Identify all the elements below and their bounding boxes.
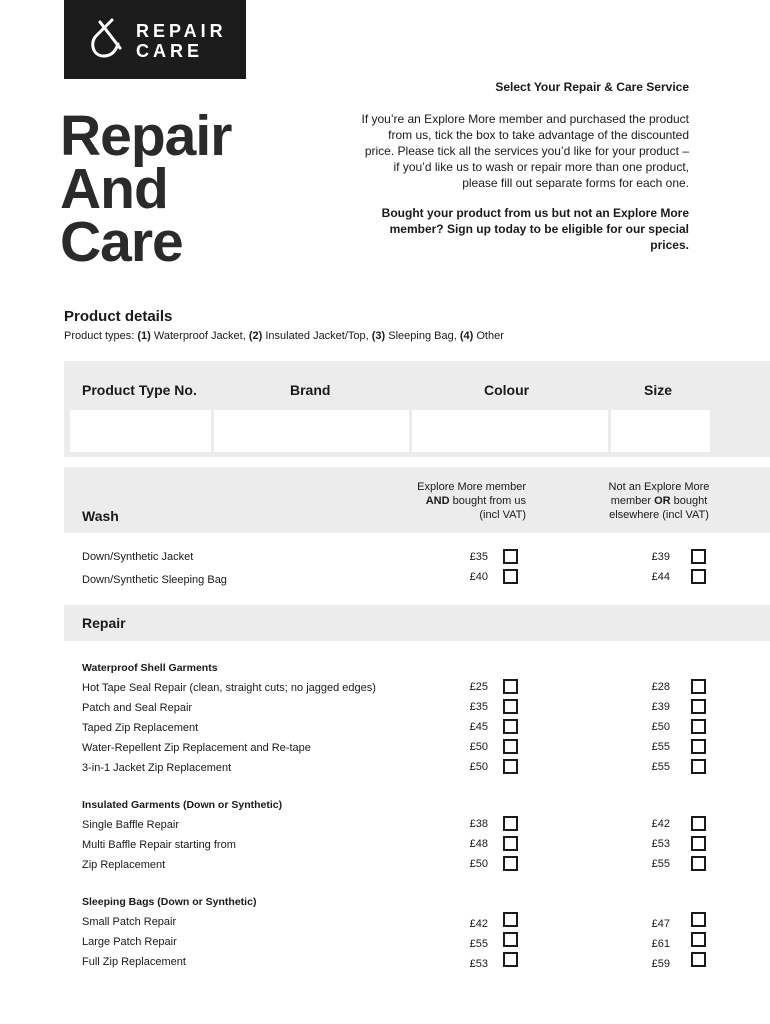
repair-item-label: Taped Zip Replacement — [82, 722, 199, 734]
member-price: £35 — [469, 551, 488, 563]
repair-item-label: Full Zip Replacement — [82, 956, 186, 968]
member-price: £38 — [469, 818, 488, 830]
product-types-line — [64, 330, 504, 342]
member-checkbox[interactable] — [503, 912, 518, 927]
page-title — [60, 104, 232, 274]
logo-line-1: REPAIR — [136, 21, 227, 41]
product-type-name: Sleeping Bag, — [385, 330, 460, 342]
member-price: £55 — [469, 938, 488, 950]
member-header-text: bought from us — [449, 495, 526, 507]
product-type-name: Waterproof Jacket, — [150, 330, 249, 342]
size-label: Size — [644, 382, 673, 398]
ampersand-logo-icon — [88, 16, 128, 64]
non-member-checkbox[interactable] — [691, 569, 706, 584]
member-header-line: Explore More member — [417, 481, 526, 493]
member-checkbox[interactable] — [503, 719, 518, 734]
non-member-checkbox[interactable] — [691, 699, 706, 714]
logo-text — [136, 21, 227, 61]
non-member-price: £55 — [651, 761, 670, 773]
member-header-line: (incl VAT) — [479, 509, 526, 521]
member-checkbox[interactable] — [503, 952, 518, 967]
repair-item-label: Multi Baffle Repair starting from — [82, 839, 236, 851]
member-checkbox[interactable] — [503, 699, 518, 714]
member-price: £50 — [469, 761, 488, 773]
member-price: £53 — [469, 958, 488, 970]
non-member-price: £42 — [651, 818, 670, 830]
colour-field[interactable] — [412, 410, 608, 452]
non-member-header-line: elsewhere (incl VAT) — [609, 509, 709, 521]
non-member-header-text: member — [610, 495, 655, 507]
member-checkbox[interactable] — [503, 836, 518, 851]
non-member-price: £53 — [651, 838, 670, 850]
non-member-checkbox[interactable] — [691, 759, 706, 774]
non-member-checkbox[interactable] — [691, 549, 706, 564]
non-member-header-text: bought — [670, 495, 708, 507]
member-checkbox[interactable] — [503, 932, 518, 947]
member-header-line — [382, 494, 526, 508]
product-type-name: Other — [473, 330, 504, 342]
wash-header — [64, 467, 770, 533]
product-details-title: Product details — [64, 308, 173, 325]
product-type-num: (3) — [371, 330, 386, 342]
member-price: £42 — [469, 918, 488, 930]
product-type-num: (4) — [459, 330, 474, 342]
repair-title: Repair — [82, 615, 126, 631]
non-member-price: £50 — [651, 721, 670, 733]
logo-line-2: CARE — [136, 41, 204, 61]
non-member-checkbox[interactable] — [691, 836, 706, 851]
repair-item-label: Zip Replacement — [82, 859, 166, 871]
non-member-price: £59 — [651, 958, 670, 970]
repair-item-label: Water-Repellent Zip Replacement and Re-tape — [82, 742, 311, 754]
member-price: £50 — [469, 858, 488, 870]
member-checkbox[interactable] — [503, 739, 518, 754]
title-line-3: Care — [60, 210, 183, 274]
member-price: £48 — [469, 838, 488, 850]
intro-heading: Select Your Repair & Care Service — [495, 80, 689, 94]
repair-item-label: Single Baffle Repair — [82, 819, 180, 831]
product-type-num: (2) — [248, 330, 263, 342]
intro-section — [359, 79, 689, 253]
member-checkbox[interactable] — [503, 679, 518, 694]
non-member-checkbox[interactable] — [691, 856, 706, 871]
non-member-header-bold: OR — [654, 495, 671, 507]
brand-label: Brand — [290, 382, 331, 398]
non-member-price: £61 — [651, 938, 670, 950]
member-price: £40 — [469, 571, 488, 583]
non-member-checkbox[interactable] — [691, 912, 706, 927]
repair-item-label: 3-in-1 Jacket Zip Replacement — [82, 762, 232, 774]
repair-item-label: Large Patch Repair — [82, 936, 177, 948]
non-member-checkbox[interactable] — [691, 952, 706, 967]
non-member-header-line: Not an Explore More — [608, 481, 710, 493]
product-details-form — [64, 361, 770, 457]
title-line-2: And — [60, 157, 168, 221]
wash-item-label: Down/Synthetic Sleeping Bag — [82, 574, 227, 586]
wash-item-label: Down/Synthetic Jacket — [82, 551, 194, 563]
non-member-price: £39 — [651, 551, 670, 563]
brand-logo — [64, 0, 246, 79]
member-checkbox[interactable] — [503, 816, 518, 831]
product-type-name: Insulated Jacket/Top, — [262, 330, 372, 342]
repair-header — [64, 605, 770, 641]
non-member-price: £55 — [651, 858, 670, 870]
non-member-checkbox[interactable] — [691, 719, 706, 734]
member-price: £25 — [469, 681, 488, 693]
non-member-price-header — [586, 480, 732, 522]
repair-group-title: Waterproof Shell Garments — [82, 662, 218, 674]
product-type-num: (1) — [137, 330, 151, 342]
repair-item-label: Patch and Seal Repair — [82, 702, 193, 714]
size-field[interactable] — [611, 410, 710, 452]
member-checkbox[interactable] — [503, 569, 518, 584]
non-member-price: £47 — [651, 918, 670, 930]
brand-field[interactable] — [214, 410, 409, 452]
title-line-1: Repair — [60, 104, 232, 168]
member-checkbox[interactable] — [503, 759, 518, 774]
non-member-checkbox[interactable] — [691, 932, 706, 947]
non-member-checkbox[interactable] — [691, 739, 706, 754]
repair-group-title: Sleeping Bags (Down or Synthetic) — [82, 896, 257, 908]
colour-label: Colour — [484, 382, 530, 398]
repair-item-label: Hot Tape Seal Repair (clean, straight cuts; no jagged edges) — [82, 682, 376, 694]
member-price: £35 — [469, 701, 488, 713]
member-price: £45 — [469, 721, 488, 733]
repair-item-label: Small Patch Repair — [82, 916, 177, 928]
non-member-header-line — [586, 494, 732, 508]
non-member-price: £44 — [651, 571, 670, 583]
member-price-header — [382, 480, 526, 522]
intro-body: If you’re an Explore More member and purchased the product from us, tick the box to take advantage of the discounted price. Please tick all the services you’d like for your product – if you’d like us to wash or repair more than one product, please fill out separate forms for each one. — [361, 112, 689, 190]
non-member-checkbox[interactable] — [691, 816, 706, 831]
product-types-prefix: Product types: — [64, 330, 138, 342]
wash-title: Wash — [82, 508, 119, 524]
intro-cta: Bought your product from us but not an Explore More member? Sign up today to be eligible for our special prices. — [381, 206, 689, 252]
member-price: £50 — [469, 741, 488, 753]
non-member-price: £28 — [651, 681, 670, 693]
member-header-bold: AND — [425, 495, 450, 507]
non-member-checkbox[interactable] — [691, 679, 706, 694]
product-type-label: Product Type No. — [82, 382, 197, 398]
repair-group-title: Insulated Garments (Down or Synthetic) — [82, 799, 283, 811]
product-type-field[interactable] — [70, 410, 211, 452]
member-checkbox[interactable] — [503, 856, 518, 871]
member-checkbox[interactable] — [503, 549, 518, 564]
non-member-price: £55 — [651, 741, 670, 753]
non-member-price: £39 — [651, 701, 670, 713]
